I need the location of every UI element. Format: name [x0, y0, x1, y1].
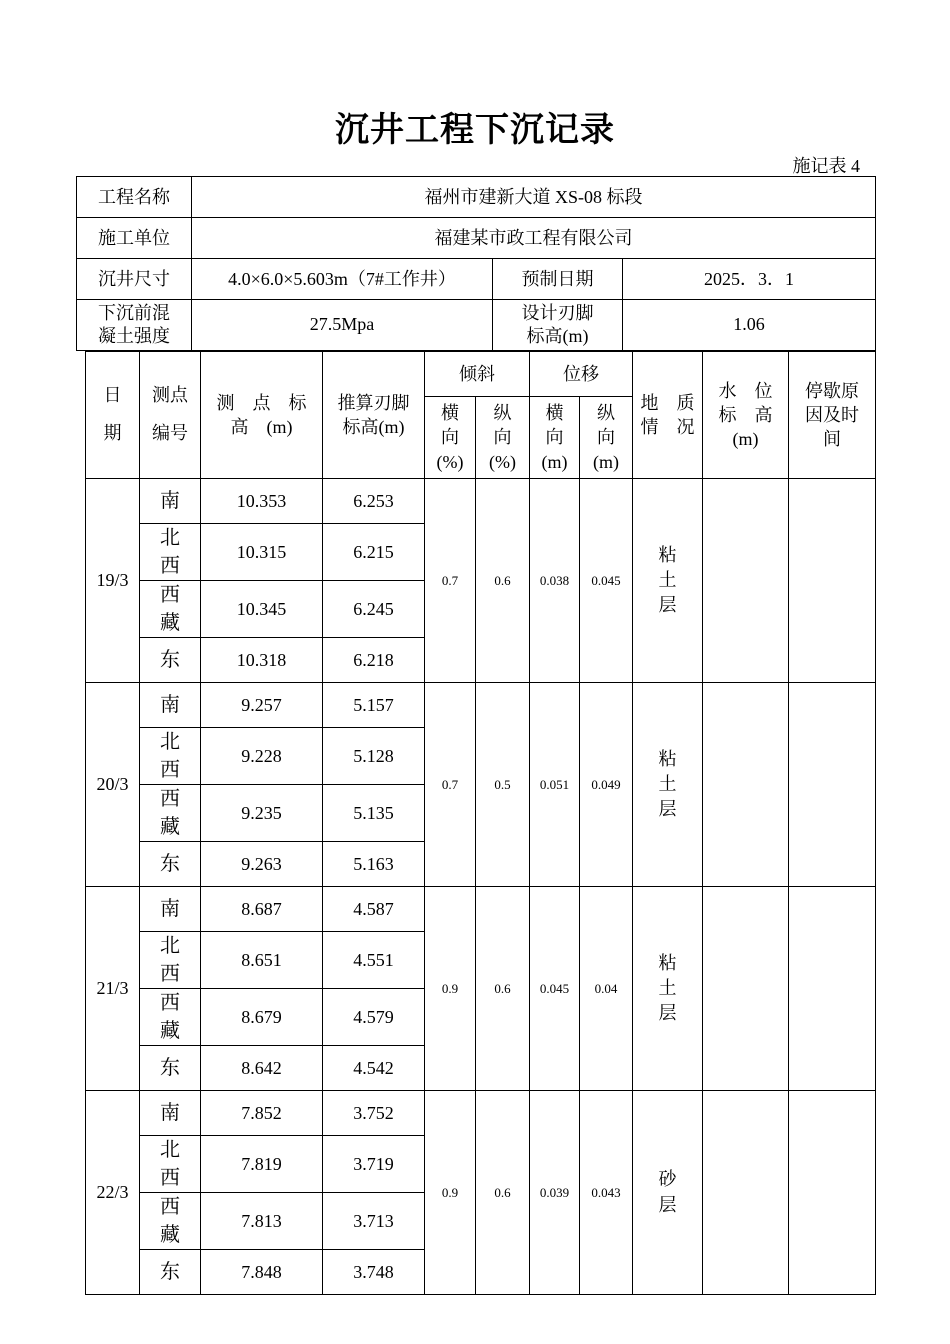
blade-design-label-line1: 设计刃脚 [521, 302, 594, 323]
blade-elevation-cell: 3.719 [323, 1136, 425, 1193]
point-cell [140, 785, 201, 842]
header-tilt-v-line2: 向 [493, 427, 512, 448]
blade-elevation-cell: 4.542 [323, 1046, 425, 1091]
prefab-date-label: 预制日期 [493, 259, 623, 300]
geology-label: 粘土层 [658, 748, 677, 820]
date-cell: 20/3 [86, 683, 140, 887]
elevation-cell: 8.679 [201, 989, 323, 1046]
tilt-horizontal-cell: 0.9 [425, 887, 476, 1091]
point-cell [140, 887, 201, 932]
size-row [77, 259, 876, 300]
blade-elevation-cell: 3.748 [323, 1250, 425, 1295]
elevation-cell: 7.819 [201, 1136, 323, 1193]
tilt-horizontal-cell: 0.9 [425, 1091, 476, 1295]
blade-elevation-cell: 3.752 [323, 1091, 425, 1136]
point-label: 南 [160, 694, 180, 716]
pause-cell [789, 1091, 876, 1295]
elevation-cell: 10.353 [201, 479, 323, 524]
blade-elevation-cell: 4.551 [323, 932, 425, 989]
strength-label [77, 300, 192, 351]
header-shift-h-line1: 横 [545, 403, 564, 424]
point-label: 北西 [160, 731, 180, 781]
pause-cell [789, 683, 876, 887]
header-point-line1: 测点 [152, 385, 188, 406]
geology-label: 粘土层 [658, 952, 677, 1024]
elevation-cell: 7.852 [201, 1091, 323, 1136]
geology-label: 砂层 [658, 1169, 677, 1215]
blade-elevation-cell: 6.215 [323, 524, 425, 581]
pause-cell [789, 887, 876, 1091]
project-value: 福州市建新大道 XS-08 标段 [192, 177, 876, 218]
geology-cell [633, 887, 703, 1091]
water-level-cell [703, 887, 789, 1091]
header-shift-v-line3: (m) [593, 451, 619, 472]
point-label: 北西 [160, 1139, 180, 1189]
project-row [77, 177, 876, 218]
blade-design-label-line2: 标高(m) [526, 326, 589, 346]
point-cell [140, 932, 201, 989]
elevation-cell: 9.257 [201, 683, 323, 728]
header-elev-line2: 高 (m) [230, 417, 293, 437]
geology-cell [633, 1091, 703, 1295]
table-row [86, 1091, 876, 1136]
header-shift-v-line1: 纵 [597, 403, 615, 424]
point-cell [140, 1250, 201, 1295]
size-label: 沉井尺寸 [77, 259, 192, 300]
header-pause-line3: 间 [823, 429, 841, 450]
form-number: 施记表 4 [792, 156, 860, 176]
point-cell [140, 842, 201, 887]
date-cell: 22/3 [86, 1091, 140, 1295]
header-point-line2: 编号 [152, 423, 188, 443]
point-cell [140, 728, 201, 785]
point-cell [140, 638, 201, 683]
blade-elevation-cell: 4.587 [323, 887, 425, 932]
unit-value: 福建某市政工程有限公司 [192, 218, 876, 259]
header-date [86, 352, 140, 479]
header-point-elevation [201, 352, 323, 479]
header-tilt-h-line3: (%) [436, 451, 464, 472]
point-label: 东 [160, 1057, 180, 1079]
date-cell: 21/3 [86, 887, 140, 1091]
shift-vertical-cell: 0.043 [580, 1091, 633, 1295]
elevation-cell: 10.345 [201, 581, 323, 638]
water-level-cell [703, 683, 789, 887]
header-date-line2: 期 [103, 423, 122, 443]
project-info-table [76, 176, 876, 351]
shift-horizontal-cell: 0.045 [530, 887, 580, 1091]
header-row-1 [86, 352, 876, 397]
table-row [86, 683, 876, 728]
header-tilt-h-line2: 向 [441, 427, 459, 448]
tilt-vertical-cell: 0.6 [476, 1091, 530, 1295]
blade-elevation-cell: 3.713 [323, 1193, 425, 1250]
elevation-cell: 9.263 [201, 842, 323, 887]
blade-design-value: 1.06 [623, 300, 876, 351]
size-value: 4.0×6.0×5.603m（7#工作井） [192, 259, 493, 300]
header-pause-line1: 停歇原 [805, 380, 859, 401]
point-label: 西藏 [160, 788, 180, 838]
table-row [86, 887, 876, 932]
geology-cell [633, 479, 703, 683]
page-title: 沉井工程下沉记录 [335, 112, 615, 149]
header-tilt-v-line1: 纵 [493, 403, 512, 424]
header-tilt-v-line3: (%) [489, 451, 516, 472]
point-label: 西藏 [160, 992, 180, 1042]
point-label: 南 [160, 490, 180, 512]
point-label: 北西 [160, 935, 180, 985]
header-shift: 位移 [530, 352, 633, 397]
point-label: 西藏 [160, 1196, 180, 1246]
header-shift-vertical [580, 397, 633, 479]
point-cell [140, 1136, 201, 1193]
elevation-cell: 9.235 [201, 785, 323, 842]
elevation-cell: 9.228 [201, 728, 323, 785]
unit-row [77, 218, 876, 259]
date-cell: 19/3 [86, 479, 140, 683]
strength-row [77, 300, 876, 351]
blade-elevation-cell: 5.157 [323, 683, 425, 728]
blade-elevation-cell: 4.579 [323, 989, 425, 1046]
strength-label-line1: 下沉前混 [98, 302, 170, 323]
header-tilt-horizontal [425, 397, 476, 479]
point-label: 东 [160, 649, 180, 671]
point-label: 东 [160, 853, 180, 875]
header-point [140, 352, 201, 479]
shift-horizontal-cell: 0.039 [530, 1091, 580, 1295]
blade-elevation-cell: 5.135 [323, 785, 425, 842]
elevation-cell: 8.642 [201, 1046, 323, 1091]
point-cell [140, 524, 201, 581]
header-geo-line2: 情 况 [640, 417, 695, 437]
header-geology [633, 352, 703, 479]
point-cell [140, 581, 201, 638]
header-water-line3: (m) [732, 429, 759, 450]
blade-elevation-cell: 6.218 [323, 638, 425, 683]
point-cell [140, 479, 201, 524]
header-date-line1: 日 [103, 385, 122, 406]
header-shift-h-line2: 向 [545, 427, 564, 448]
point-cell [140, 1091, 201, 1136]
header-tilt-vertical [476, 397, 530, 479]
tilt-horizontal-cell: 0.7 [425, 683, 476, 887]
unit-label: 施工单位 [77, 218, 192, 259]
elevation-cell: 7.848 [201, 1250, 323, 1295]
elevation-cell: 10.318 [201, 638, 323, 683]
header-geo-line1: 地 质 [640, 392, 695, 413]
tilt-vertical-cell: 0.5 [476, 683, 530, 887]
strength-value: 27.5Mpa [192, 300, 493, 351]
blade-design-label [493, 300, 623, 351]
blade-elevation-cell: 5.163 [323, 842, 425, 887]
point-cell [140, 989, 201, 1046]
blade-elevation-cell: 6.245 [323, 581, 425, 638]
sinking-record-table [85, 351, 876, 1295]
point-cell [140, 683, 201, 728]
elevation-cell: 8.687 [201, 887, 323, 932]
project-label: 工程名称 [77, 177, 192, 218]
shift-horizontal-cell: 0.051 [530, 683, 580, 887]
shift-vertical-cell: 0.045 [580, 479, 633, 683]
pause-cell [789, 479, 876, 683]
header-pause [789, 352, 876, 479]
water-level-cell [703, 1091, 789, 1295]
geology-label: 粘土层 [658, 544, 677, 616]
prefab-date-value: 2025．3．1 [623, 259, 876, 300]
header-pause-line2: 因及时 [805, 404, 859, 425]
header-blade-line2: 标高(m) [342, 417, 405, 437]
geology-cell [633, 683, 703, 887]
tilt-vertical-cell: 0.6 [476, 887, 530, 1091]
header-tilt: 倾斜 [425, 352, 530, 397]
header-blade-elevation [323, 352, 425, 479]
elevation-cell: 8.651 [201, 932, 323, 989]
header-tilt-h-line1: 横 [441, 403, 459, 424]
point-label: 南 [160, 898, 180, 920]
elevation-cell: 7.813 [201, 1193, 323, 1250]
header-blade-line1: 推算刃脚 [337, 392, 410, 413]
header-shift-horizontal [530, 397, 580, 479]
tilt-vertical-cell: 0.6 [476, 479, 530, 683]
point-label: 南 [160, 1102, 180, 1124]
shift-vertical-cell: 0.049 [580, 683, 633, 887]
shift-vertical-cell: 0.04 [580, 887, 633, 1091]
shift-horizontal-cell: 0.038 [530, 479, 580, 683]
table-row [86, 479, 876, 524]
water-level-cell [703, 479, 789, 683]
header-water-line2: 标 高 [718, 404, 773, 425]
header-water-line1: 水 位 [718, 380, 773, 401]
point-cell [140, 1046, 201, 1091]
point-cell [140, 1193, 201, 1250]
tilt-horizontal-cell: 0.7 [425, 479, 476, 683]
blade-elevation-cell: 6.253 [323, 479, 425, 524]
point-label: 东 [160, 1261, 180, 1283]
header-elev-line1: 测 点 标 [216, 392, 307, 413]
header-water-level [703, 352, 789, 479]
header-shift-v-line2: 向 [597, 427, 615, 448]
elevation-cell: 10.315 [201, 524, 323, 581]
strength-label-line2: 凝土强度 [98, 326, 170, 346]
blade-elevation-cell: 5.128 [323, 728, 425, 785]
record-body [86, 479, 876, 1295]
header-shift-h-line3: (m) [541, 451, 568, 472]
point-label: 西藏 [160, 584, 180, 634]
point-label: 北西 [160, 527, 180, 577]
